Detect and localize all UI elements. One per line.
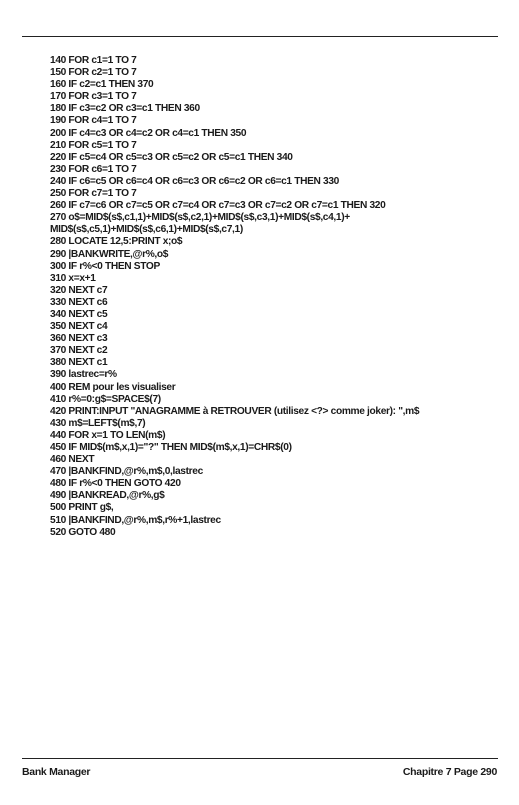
code-line: 340 NEXT c5 xyxy=(50,308,108,320)
footer-page-number: Chapitre 7 Page 290 xyxy=(402,766,497,778)
code-line: 290 |BANKWRITE,@r%,o$ xyxy=(50,248,169,260)
code-line: 470 |BANKFIND,@r%,m$,0,lastrec xyxy=(50,466,203,478)
code-line: 350 NEXT c4 xyxy=(50,321,108,333)
code-line: 400 REM pour les visualiser xyxy=(50,381,176,393)
code-line: 450 IF MID$(m$,x,1)="?" THEN MID$(m$,x,1)=CHR$(0) xyxy=(50,442,292,453)
code-line: 330 NEXT c6 xyxy=(50,296,108,308)
code-line: 520 GOTO 480 xyxy=(50,526,116,538)
code-line: 250 FOR c7=1 TO 7 xyxy=(50,188,137,200)
code-line: 190 FOR c4=1 TO 7 xyxy=(50,115,137,127)
code-line: 280 LOCATE 12,5:PRINT x;o$ xyxy=(50,236,183,248)
code-line: 380 NEXT c1 xyxy=(50,357,108,369)
code-line: 440 FOR x=1 TO LEN(m$) xyxy=(50,429,166,441)
code-line: 160 IF c2=c1 THEN 370 xyxy=(50,79,154,91)
code-line: 220 IF c5=c4 OR c5=c3 OR c5=c2 OR c5=c1 THEN 340 xyxy=(50,151,293,163)
code-line: 430 m$=LEFT$(m$,7) xyxy=(50,417,146,429)
code-line: 170 FOR c3=1 TO 7 xyxy=(50,91,137,103)
code-line: 490 |BANKREAD,@r%,g$ xyxy=(50,490,165,502)
code-line: 310 x=x+1 xyxy=(50,272,96,284)
code-line: 300 IF r%<0 THEN STOP xyxy=(50,260,160,272)
code-line: 420 PRINT:INPUT "ANAGRAMME à RETROUVER (utilisez <?> comme joker): ",m$ xyxy=(50,405,420,417)
basic-listing xyxy=(50,55,505,539)
code-line: 320 NEXT c7 xyxy=(50,284,108,296)
code-line: 140 FOR c1=1 TO 7 xyxy=(50,55,137,66)
code-line: 240 IF c6=c5 OR c6=c4 OR c6=c3 OR c6=c2 OR c6=c1 THEN 330 xyxy=(50,175,339,187)
code-line: 390 lastrec=r% xyxy=(50,369,117,381)
header-rule xyxy=(22,36,498,37)
code-line: 480 IF r%<0 THEN GOTO 420 xyxy=(50,478,181,490)
footer-rule xyxy=(22,758,498,759)
code-line: 150 FOR c2=1 TO 7 xyxy=(50,67,137,79)
code-line: 200 IF c4=c3 OR c4=c2 OR c4=c1 THEN 350 xyxy=(50,127,247,139)
code-line: 360 NEXT c3 xyxy=(50,333,108,345)
code-line: 510 |BANKFIND,@r%,m$,r%+1,lastrec xyxy=(50,514,221,526)
code-line: 270 o$=MID$(s$,c1,1)+MID$(s$,c2,1)+MID$(s$,c3,1)+MID$(s$,c4,1)+ MID$(s$,c5,1)+MID$(s$,c6,1)+MID$(s$,c7,1) xyxy=(50,212,350,236)
code-line: 500 PRINT g$, xyxy=(50,502,114,514)
code-line: 460 NEXT xyxy=(50,454,95,466)
footer-book-title: Bank Manager xyxy=(22,766,91,778)
code-line: 180 IF c3=c2 OR c3=c1 THEN 360 xyxy=(50,103,200,115)
code-line: 260 IF c7=c6 OR c7=c5 OR c7=c4 OR c7=c3 OR c7=c2 OR c7=c1 THEN 320 xyxy=(50,200,386,212)
code-line: 230 FOR c6=1 TO 7 xyxy=(50,163,137,175)
code-line: 410 r%=0:g$=SPACE$(7) xyxy=(50,393,161,405)
code-line: 210 FOR c5=1 TO 7 xyxy=(50,139,137,151)
code-line: 370 NEXT c2 xyxy=(50,345,108,357)
